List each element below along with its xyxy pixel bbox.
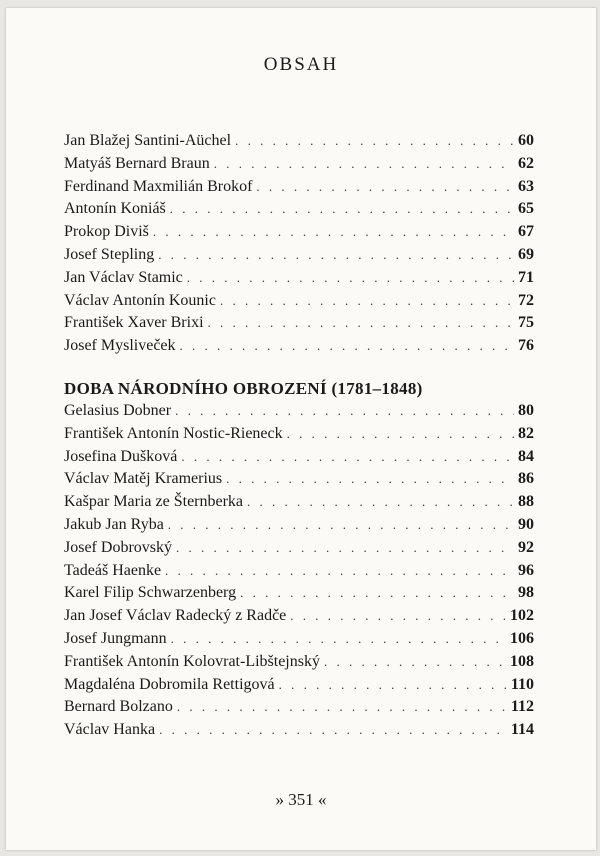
entry-name: Josef Jungmann — [64, 629, 167, 647]
entry-page: 60 — [518, 132, 534, 149]
entry-name: Josefina Dušková — [64, 447, 178, 465]
dot-leader — [158, 244, 514, 267]
dot-leader — [247, 491, 514, 514]
dot-leader — [170, 198, 514, 221]
toc-entry — [64, 198, 534, 221]
page-heading: OBSAH — [263, 54, 339, 75]
dot-leader — [159, 719, 507, 742]
entry-name: František Xaver Brixi — [64, 314, 204, 332]
toc-section-1 — [64, 130, 534, 358]
entry-page: 86 — [518, 470, 534, 488]
entry-page: 82 — [518, 424, 534, 442]
dot-leader — [176, 537, 514, 560]
dot-leader — [235, 130, 514, 153]
entry-page: 75 — [518, 314, 534, 332]
toc-entry — [64, 423, 534, 446]
toc-entry — [64, 719, 534, 742]
dot-leader — [287, 423, 514, 446]
toc-entry — [64, 446, 534, 469]
entry-page: 98 — [518, 584, 534, 602]
entry-page: 114 — [510, 721, 534, 739]
entry-page: 90 — [518, 515, 534, 533]
toc-entry — [64, 312, 534, 335]
toc-entry — [64, 244, 534, 267]
section-title — [64, 379, 423, 399]
entry-page: 92 — [518, 538, 534, 556]
entry-page: 110 — [510, 675, 534, 693]
toc-entry — [64, 221, 534, 244]
entry-name: Josef Stepling — [64, 245, 155, 263]
entry-name: Matyáš Bernard Braun — [64, 154, 210, 172]
entry-page: 67 — [518, 223, 534, 241]
entry-name: František Antonín Kolovrat-Libštejnský — [64, 652, 320, 670]
toc-entry — [64, 628, 534, 651]
entry-name: Tadeáš Haenke — [64, 561, 162, 579]
entry-page: 71 — [518, 268, 534, 286]
entry-page: 80 — [518, 402, 534, 419]
toc-entry — [64, 468, 534, 491]
entry-name: Antonín Koniáš — [64, 200, 166, 218]
toc-entry — [64, 651, 534, 674]
entry-page: 69 — [518, 245, 534, 263]
entry-name: Josef Mysliveček — [64, 337, 176, 355]
toc-entry — [64, 605, 534, 628]
entry-page: 76 — [518, 337, 534, 355]
entry-page: 72 — [518, 291, 534, 309]
entry-page: 108 — [510, 652, 534, 670]
section-title-years: (1781–1848) — [331, 379, 423, 398]
entry-page: 84 — [518, 447, 534, 465]
toc-entry — [64, 696, 534, 719]
page-number: » 351 « — [275, 790, 327, 809]
entry-name: Ferdinand Maxmilián Brokof — [64, 177, 253, 195]
entry-name: Gelasius Dobner — [64, 402, 172, 419]
entry-page: 63 — [518, 177, 534, 195]
dot-leader — [168, 514, 514, 537]
entry-name: Jakub Jan Ryba — [64, 515, 164, 533]
toc-section-2 — [64, 400, 534, 742]
entry-page: 102 — [510, 607, 534, 625]
dot-leader — [153, 221, 514, 244]
entry-page: 106 — [510, 629, 534, 647]
dot-leader — [175, 400, 514, 423]
dot-leader — [324, 651, 506, 674]
dot-leader — [226, 468, 514, 491]
entry-page: 112 — [510, 698, 534, 716]
entry-page: 96 — [518, 561, 534, 579]
dot-leader — [256, 176, 514, 199]
entry-name: Prokop Diviš — [64, 223, 149, 241]
dot-leader — [180, 335, 514, 358]
entry-name: Kašpar Maria ze Šternberka — [64, 493, 244, 511]
dot-leader — [214, 153, 514, 176]
entry-name: Václav Antonín Kounic — [64, 291, 216, 309]
book-page — [6, 8, 596, 850]
toc-entry — [64, 537, 534, 560]
dot-leader — [220, 290, 514, 313]
entry-name: František Antonín Nostic-Rieneck — [64, 424, 283, 442]
toc-entry — [64, 491, 534, 514]
toc-entry — [64, 674, 534, 697]
entry-page: 62 — [518, 154, 534, 172]
toc-entry — [64, 560, 534, 583]
entry-name: Václav Hanka — [64, 721, 156, 739]
dot-leader — [240, 582, 514, 605]
entry-name: Josef Dobrovský — [64, 538, 172, 556]
entry-name: Jan Josef Václav Radecký z Radče — [64, 607, 287, 625]
dot-leader — [165, 560, 514, 583]
toc-entry — [64, 290, 534, 313]
toc-entry — [64, 335, 534, 358]
entry-page: 88 — [518, 493, 534, 511]
entry-name: Karel Filip Schwarzenberg — [64, 584, 237, 602]
dot-leader — [171, 628, 506, 651]
entry-name: Václav Matěj Kramerius — [64, 470, 223, 488]
dot-leader — [290, 605, 506, 628]
dot-leader — [177, 696, 507, 719]
toc-entry — [64, 153, 534, 176]
toc-entry — [64, 400, 534, 423]
entry-name: Jan Václav Stamic — [64, 268, 183, 286]
dot-leader — [279, 674, 507, 697]
entry-name: Jan Blažej Santini-Aüchel — [64, 132, 232, 149]
toc-entry — [64, 267, 534, 290]
dot-leader — [208, 312, 514, 335]
section-title-text: DOBA NÁRODNÍHO OBROZENÍ — [64, 379, 327, 398]
entry-page: 65 — [518, 200, 534, 218]
entry-name: Magdaléna Dobromila Rettigová — [64, 675, 275, 693]
toc-entry — [64, 582, 534, 605]
entry-name: Bernard Bolzano — [64, 698, 173, 716]
dot-leader — [181, 446, 514, 469]
toc-entry — [64, 514, 534, 537]
toc-entry — [64, 130, 534, 153]
toc-entry — [64, 176, 534, 199]
dot-leader — [187, 267, 514, 290]
